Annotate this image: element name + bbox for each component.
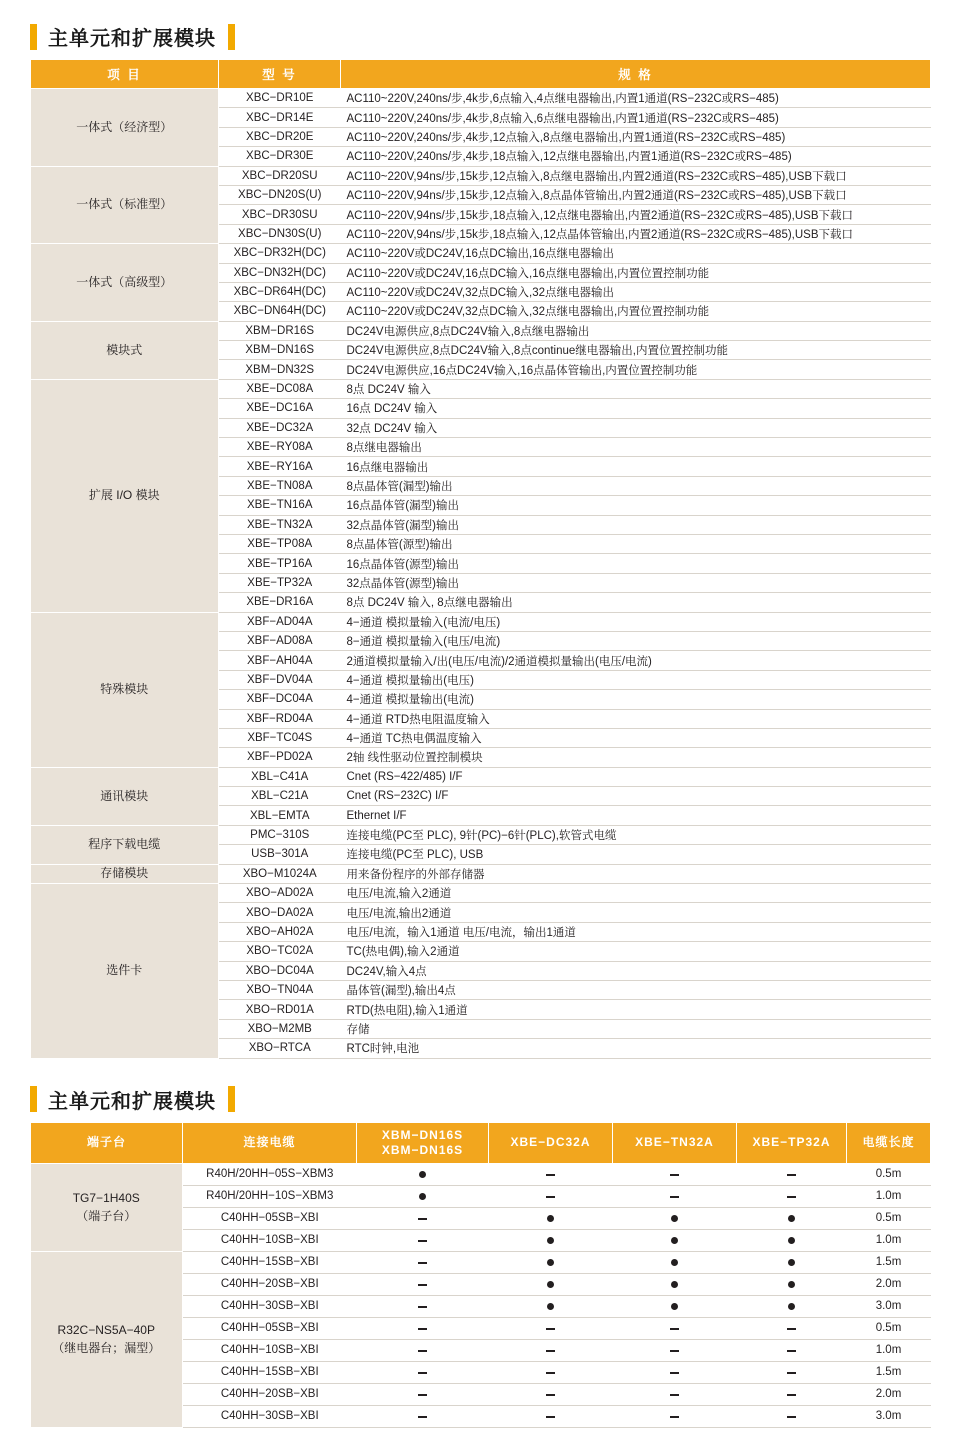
not-supported-dash-icon xyxy=(546,1416,555,1418)
support-cell-xbm-dn16s xyxy=(357,1273,489,1295)
spec-cell: AC110~220V或DC24V,16点DC输出,16点继电器输出 xyxy=(341,244,931,263)
support-cell-xbe-tn32a xyxy=(613,1185,737,1207)
not-supported-dash-icon xyxy=(546,1196,555,1198)
cable-name-cell: R40H/20HH−10S−XBM3 xyxy=(183,1185,357,1207)
support-cell-xbm-dn16s xyxy=(357,1317,489,1339)
spec-cell: 4−通道 模拟量输出(电压) xyxy=(341,670,931,689)
spec-cell: AC110~220V或DC24V,32点DC输入,32点继电器输出,内置位置控制功能 xyxy=(341,302,931,321)
support-cell-xbe-dc32a xyxy=(489,1317,613,1339)
supported-dot-icon xyxy=(671,1259,678,1266)
support-cell-xbe-dc32a xyxy=(489,1229,613,1251)
not-supported-dash-icon xyxy=(670,1328,679,1330)
model-cell: XBF−DC04A xyxy=(219,690,341,709)
category-cell: 模块式 xyxy=(31,321,219,379)
support-cell-xbe-tp32a xyxy=(737,1207,847,1229)
section-1-heading xyxy=(30,22,930,51)
col-header-xbm-dn16s-line1: XBM−DN16S xyxy=(381,1127,464,1142)
main-units-table xyxy=(30,59,931,1059)
model-cell: XBL−C41A xyxy=(219,767,341,786)
spec-cell: AC110~220V,94ns/步,15k步,12点输入,8点继电器输出,内置2通道(RS−232C或RS−485),USB下载口 xyxy=(341,166,931,185)
section-2-title: 主单元和扩展模块 xyxy=(48,1090,216,1113)
not-supported-dash-icon xyxy=(418,1350,427,1352)
cable-length-cell: 0.5m xyxy=(847,1207,931,1229)
cable-name-cell: C40HH−20SB−XBI xyxy=(183,1273,357,1295)
model-cell: XBO−M1024A xyxy=(219,864,341,883)
not-supported-dash-icon xyxy=(787,1372,796,1374)
spec-cell: 32点晶体管(源型)输出 xyxy=(341,573,931,592)
spec-cell: AC110~220V或DC24V,16点DC输入,16点继电器输出,内置位置控制功能 xyxy=(341,263,931,282)
not-supported-dash-icon xyxy=(787,1174,796,1176)
support-cell-xbe-tp32a xyxy=(737,1405,847,1427)
spec-cell: 16点晶体管(漏型)输出 xyxy=(341,496,931,515)
terminal-cell xyxy=(31,1251,183,1427)
supported-dot-icon xyxy=(419,1171,426,1178)
cable-length-cell: 2.0m xyxy=(847,1383,931,1405)
not-supported-dash-icon xyxy=(787,1416,796,1418)
support-cell-xbe-tp32a xyxy=(737,1317,847,1339)
cable-name-cell: C40HH−05SB−XBI xyxy=(183,1207,357,1229)
terminal-name: R32C−NS5A−40P xyxy=(57,1323,155,1338)
spec-cell: RTD(热电阻),输入1通道 xyxy=(341,1000,931,1019)
not-supported-dash-icon xyxy=(787,1394,796,1396)
not-supported-dash-icon xyxy=(418,1372,427,1374)
supported-dot-icon xyxy=(788,1281,795,1288)
accent-bar-right-icon xyxy=(228,24,235,50)
spec-cell: 4−通道 RTD热电阻温度输入 xyxy=(341,709,931,728)
table-row xyxy=(31,321,931,340)
support-cell-xbe-dc32a xyxy=(489,1405,613,1427)
supported-dot-icon xyxy=(547,1303,554,1310)
spec-cell: TC(热电偶),输入2通道 xyxy=(341,942,931,961)
category-cell: 一体式（高级型） xyxy=(31,244,219,322)
cable-length-cell: 1.0m xyxy=(847,1339,931,1361)
spec-cell: 8−通道 模拟量输入(电压/电流) xyxy=(341,631,931,650)
spec-cell: RTC时钟,电池 xyxy=(341,1039,931,1058)
category-cell: 通讯模块 xyxy=(31,767,219,825)
accent-bar-right-icon-2 xyxy=(228,1086,235,1112)
support-cell-xbm-dn16s xyxy=(357,1383,489,1405)
model-cell: XBO−DC04A xyxy=(219,961,341,980)
model-cell: XBE−DC32A xyxy=(219,418,341,437)
col-header-xbm-dn16s xyxy=(357,1122,489,1163)
model-cell: XBC−DN64H(DC) xyxy=(219,302,341,321)
model-cell: XBE−RY08A xyxy=(219,438,341,457)
terminal-cell xyxy=(31,1163,183,1251)
spec-cell: 电压/电流,输出2通道 xyxy=(341,903,931,922)
cable-name-cell: C40HH−20SB−XBI xyxy=(183,1383,357,1405)
support-cell-xbe-tp32a xyxy=(737,1273,847,1295)
table-row xyxy=(31,89,931,108)
col-header-xbm-dn16s-line2: XBM−DN16S xyxy=(381,1142,464,1157)
model-cell: XBF−AH04A xyxy=(219,651,341,670)
model-cell: XBO−TN04A xyxy=(219,980,341,999)
supported-dot-icon xyxy=(788,1237,795,1244)
not-supported-dash-icon xyxy=(418,1262,427,1264)
category-cell: 存储模块 xyxy=(31,864,219,883)
table-header-row xyxy=(31,60,931,89)
model-cell: XBL−C21A xyxy=(219,787,341,806)
support-cell-xbe-tn32a xyxy=(613,1339,737,1361)
col-header-item: 项 目 xyxy=(31,60,219,89)
model-cell: XBE−DC16A xyxy=(219,399,341,418)
not-supported-dash-icon xyxy=(787,1196,796,1198)
support-cell-xbe-tp32a xyxy=(737,1361,847,1383)
spec-cell: AC110~220V,94ns/步,15k步,18点输入,12点继电器输出,内置2通道(RS−232C或RS−485),USB下载口 xyxy=(341,205,931,224)
model-cell: XBE−TP32A xyxy=(219,573,341,592)
table-row xyxy=(31,244,931,263)
table-row xyxy=(31,1163,931,1185)
model-cell: XBC−DR20E xyxy=(219,127,341,146)
spec-cell: Ethernet I/F xyxy=(341,806,931,825)
support-cell-xbe-dc32a xyxy=(489,1383,613,1405)
model-cell: XBC−DR64H(DC) xyxy=(219,282,341,301)
model-cell: XBF−AD08A xyxy=(219,631,341,650)
cable-name-cell: C40HH−10SB−XBI xyxy=(183,1229,357,1251)
support-cell-xbe-dc32a xyxy=(489,1361,613,1383)
model-cell: XBE−TP08A xyxy=(219,534,341,553)
model-cell: XBC−DN20S(U) xyxy=(219,185,341,204)
model-cell: XBE−DC08A xyxy=(219,379,341,398)
terminal-name: TG7−1H40S xyxy=(72,1191,140,1206)
not-supported-dash-icon xyxy=(670,1350,679,1352)
spec-cell: 用来备份程序的外部存储器 xyxy=(341,864,931,883)
model-cell: XBO−AH02A xyxy=(219,922,341,941)
model-cell: XBE−TN08A xyxy=(219,476,341,495)
not-supported-dash-icon xyxy=(418,1218,427,1220)
support-cell-xbm-dn16s xyxy=(357,1163,489,1185)
not-supported-dash-icon xyxy=(787,1328,796,1330)
model-cell: XBC−DR32H(DC) xyxy=(219,244,341,263)
cable-length-cell: 0.5m xyxy=(847,1163,931,1185)
model-cell: XBO−RTCA xyxy=(219,1039,341,1058)
model-cell: XBE−DR16A xyxy=(219,593,341,612)
section-1-title: 主单元和扩展模块 xyxy=(48,28,216,50)
spec-cell: 32点 DC24V 输入 xyxy=(341,418,931,437)
category-cell: 特殊模块 xyxy=(31,612,219,767)
supported-dot-icon xyxy=(547,1215,554,1222)
not-supported-dash-icon xyxy=(670,1416,679,1418)
model-cell: XBO−AD02A xyxy=(219,884,341,903)
spec-cell: 8点晶体管(漏型)输出 xyxy=(341,476,931,495)
spec-cell: 16点 DC24V 输入 xyxy=(341,399,931,418)
accent-bar-left-icon xyxy=(30,24,37,50)
support-cell-xbm-dn16s xyxy=(357,1251,489,1273)
model-cell: XBC−DN32H(DC) xyxy=(219,263,341,282)
cable-name-cell: C40HH−15SB−XBI xyxy=(183,1251,357,1273)
table-row xyxy=(31,767,931,786)
supported-dot-icon xyxy=(419,1193,426,1200)
accent-bar-left-icon-2 xyxy=(30,1086,37,1112)
supported-dot-icon xyxy=(671,1303,678,1310)
support-cell-xbe-dc32a xyxy=(489,1339,613,1361)
supported-dot-icon xyxy=(788,1303,795,1310)
spec-cell: 2轴 线性驱动位置控制模块 xyxy=(341,748,931,767)
support-cell-xbm-dn16s xyxy=(357,1207,489,1229)
col-header-xbe-tn32a: XBE−TN32A xyxy=(613,1122,737,1163)
spec-cell: 连接电缆(PC至 PLC), USB xyxy=(341,845,931,864)
model-cell: XBC−DR30SU xyxy=(219,205,341,224)
model-cell: XBO−DA02A xyxy=(219,903,341,922)
model-cell: XBE−TN32A xyxy=(219,515,341,534)
table-row xyxy=(31,379,931,398)
table-row xyxy=(31,612,931,631)
spec-cell: AC110~220V,240ns/步,4k步,6点输入,4点继电器输出,内置1通道(RS−232C或RS−485) xyxy=(341,89,931,108)
support-cell-xbm-dn16s xyxy=(357,1229,489,1251)
support-cell-xbm-dn16s xyxy=(357,1405,489,1427)
not-supported-dash-icon xyxy=(546,1174,555,1176)
category-cell: 一体式（标准型） xyxy=(31,166,219,244)
spec-cell: 连接电缆(PC至 PLC), 9针(PC)−6针(PLC),软管式电缆 xyxy=(341,825,931,844)
support-cell-xbe-tn32a xyxy=(613,1383,737,1405)
spec-cell: 晶体管(漏型),输出4点 xyxy=(341,980,931,999)
cable-table-header-row xyxy=(31,1122,931,1163)
support-cell-xbe-tn32a xyxy=(613,1251,737,1273)
model-cell: XBO−TC02A xyxy=(219,942,341,961)
support-cell-xbe-tn32a xyxy=(613,1295,737,1317)
table-row xyxy=(31,884,931,903)
support-cell-xbe-tp32a xyxy=(737,1339,847,1361)
spec-cell: DC24V电源供应,8点DC24V输入,8点继电器输出 xyxy=(341,321,931,340)
support-cell-xbe-tn32a xyxy=(613,1229,737,1251)
spec-cell: DC24V电源供应,16点DC24V输入,16点晶体管输出,内置位置控制功能 xyxy=(341,360,931,379)
spec-cell: 8点 DC24V 输入 xyxy=(341,379,931,398)
support-cell-xbe-tp32a xyxy=(737,1383,847,1405)
spec-cell: Cnet (RS−422/485) I/F xyxy=(341,767,931,786)
supported-dot-icon xyxy=(547,1259,554,1266)
not-supported-dash-icon xyxy=(546,1394,555,1396)
cable-name-cell: C40HH−15SB−XBI xyxy=(183,1361,357,1383)
support-cell-xbm-dn16s xyxy=(357,1339,489,1361)
support-cell-xbe-dc32a xyxy=(489,1163,613,1185)
supported-dot-icon xyxy=(788,1259,795,1266)
table-row xyxy=(31,1251,931,1273)
support-cell-xbe-dc32a xyxy=(489,1251,613,1273)
spec-cell: 8点 DC24V 输入, 8点继电器输出 xyxy=(341,593,931,612)
model-cell: XBC−DR30E xyxy=(219,147,341,166)
support-cell-xbm-dn16s xyxy=(357,1295,489,1317)
support-cell-xbm-dn16s xyxy=(357,1361,489,1383)
not-supported-dash-icon xyxy=(670,1174,679,1176)
spec-cell: DC24V电源供应,8点DC24V输入,8点continue继电器输出,内置位置控制功能 xyxy=(341,341,931,360)
support-cell-xbe-dc32a xyxy=(489,1273,613,1295)
cable-length-cell: 3.0m xyxy=(847,1295,931,1317)
category-cell: 扩展 I/O 模块 xyxy=(31,379,219,612)
model-cell: XBF−PD02A xyxy=(219,748,341,767)
model-cell: XBF−RD04A xyxy=(219,709,341,728)
model-cell: XBL−EMTA xyxy=(219,806,341,825)
not-supported-dash-icon xyxy=(418,1284,427,1286)
table-row xyxy=(31,864,931,883)
support-cell-xbe-tn32a xyxy=(613,1361,737,1383)
not-supported-dash-icon xyxy=(670,1196,679,1198)
col-header-xbe-dc32a: XBE−DC32A xyxy=(489,1122,613,1163)
support-cell-xbe-dc32a xyxy=(489,1295,613,1317)
support-cell-xbe-dc32a xyxy=(489,1207,613,1229)
spec-cell: 32点晶体管(漏型)输出 xyxy=(341,515,931,534)
spec-cell: 16点晶体管(源型)输出 xyxy=(341,554,931,573)
col-header-cable: 连接电缆 xyxy=(183,1122,357,1163)
not-supported-dash-icon xyxy=(418,1306,427,1308)
cable-table xyxy=(30,1122,931,1428)
model-cell: XBC−DR10E xyxy=(219,89,341,108)
terminal-subtitle: （继电器台；漏型） xyxy=(52,1341,161,1356)
model-cell: XBC−DN30S(U) xyxy=(219,224,341,243)
model-cell: XBC−DR20SU xyxy=(219,166,341,185)
col-header-model: 型 号 xyxy=(219,60,341,89)
model-cell: XBF−DV04A xyxy=(219,670,341,689)
cable-length-cell: 1.5m xyxy=(847,1251,931,1273)
model-cell: XBC−DR14E xyxy=(219,108,341,127)
spec-cell: Cnet (RS−232C) I/F xyxy=(341,787,931,806)
cable-length-cell: 3.0m xyxy=(847,1405,931,1427)
spec-cell: 4−通道 模拟量输出(电流) xyxy=(341,690,931,709)
table-row xyxy=(31,825,931,844)
not-supported-dash-icon xyxy=(546,1328,555,1330)
support-cell-xbe-dc32a xyxy=(489,1185,613,1207)
supported-dot-icon xyxy=(671,1237,678,1244)
not-supported-dash-icon xyxy=(418,1416,427,1418)
support-cell-xbe-tp32a xyxy=(737,1251,847,1273)
cable-length-cell: 0.5m xyxy=(847,1317,931,1339)
cable-name-cell: R40H/20HH−05S−XBM3 xyxy=(183,1163,357,1185)
terminal-subtitle: （端子台） xyxy=(76,1209,137,1224)
supported-dot-icon xyxy=(547,1237,554,1244)
category-cell: 选件卡 xyxy=(31,884,219,1059)
not-supported-dash-icon xyxy=(670,1372,679,1374)
spec-cell: AC110~220V,240ns/步,4k步,8点输入,6点继电器输出,内置1通道(RS−232C或RS−485) xyxy=(341,108,931,127)
supported-dot-icon xyxy=(788,1215,795,1222)
section-spacer xyxy=(30,1059,930,1081)
support-cell-xbe-tn32a xyxy=(613,1207,737,1229)
support-cell-xbe-tn32a xyxy=(613,1163,737,1185)
support-cell-xbe-tn32a xyxy=(613,1405,737,1427)
supported-dot-icon xyxy=(671,1215,678,1222)
spec-cell: 8点继电器输出 xyxy=(341,438,931,457)
not-supported-dash-icon xyxy=(418,1394,427,1396)
not-supported-dash-icon xyxy=(418,1328,427,1330)
model-cell: XBE−TP16A xyxy=(219,554,341,573)
model-cell: XBM−DN16S xyxy=(219,341,341,360)
spec-cell: 电压/电流,输入2通道 xyxy=(341,884,931,903)
spec-cell: 4−通道 TC热电偶温度输入 xyxy=(341,728,931,747)
col-header-xbe-tp32a: XBE−TP32A xyxy=(737,1122,847,1163)
not-supported-dash-icon xyxy=(418,1240,427,1242)
cable-length-cell: 1.0m xyxy=(847,1185,931,1207)
cable-length-cell: 1.5m xyxy=(847,1361,931,1383)
spec-cell: 电压/电流，输入1通道 电压/电流，输出1通道 xyxy=(341,922,931,941)
not-supported-dash-icon xyxy=(546,1350,555,1352)
not-supported-dash-icon xyxy=(787,1350,796,1352)
model-cell: XBF−TC04S xyxy=(219,728,341,747)
spec-cell: 存储 xyxy=(341,1019,931,1038)
spec-cell: 8点晶体管(源型)输出 xyxy=(341,534,931,553)
cable-name-cell: C40HH−30SB−XBI xyxy=(183,1295,357,1317)
cable-name-cell: C40HH−30SB−XBI xyxy=(183,1405,357,1427)
cable-name-cell: C40HH−10SB−XBI xyxy=(183,1339,357,1361)
col-header-cable-length: 电缆长度 xyxy=(847,1122,931,1163)
support-cell-xbe-tp32a xyxy=(737,1163,847,1185)
section-2-heading xyxy=(30,1085,930,1114)
model-cell: XBM−DN32S xyxy=(219,360,341,379)
col-header-terminal: 端子台 xyxy=(31,1122,183,1163)
cable-length-cell: 1.0m xyxy=(847,1229,931,1251)
spec-cell: AC110~220V或DC24V,32点DC输入,32点继电器输出 xyxy=(341,282,931,301)
spec-cell: AC110~220V,240ns/步,4k步,12点输入,8点继电器输出,内置1通道(RS−232C或RS−485) xyxy=(341,127,931,146)
spec-cell: AC110~220V,94ns/步,15k步,12点输入,8点晶体管输出,内置2通道(RS−232C或RS−485),USB下载口 xyxy=(341,185,931,204)
cable-length-cell: 2.0m xyxy=(847,1273,931,1295)
spec-cell: DC24V,输入4点 xyxy=(341,961,931,980)
support-cell-xbe-tn32a xyxy=(613,1317,737,1339)
not-supported-dash-icon xyxy=(546,1372,555,1374)
support-cell-xbm-dn16s xyxy=(357,1185,489,1207)
spec-cell: 2通道模拟量输入/出(电压/电流)/2通道模拟量输出(电压/电流) xyxy=(341,651,931,670)
support-cell-xbe-tp32a xyxy=(737,1295,847,1317)
category-cell: 程序下载电缆 xyxy=(31,825,219,864)
model-cell: PMC−310S xyxy=(219,825,341,844)
model-cell: XBM−DR16S xyxy=(219,321,341,340)
supported-dot-icon xyxy=(547,1281,554,1288)
not-supported-dash-icon xyxy=(670,1394,679,1396)
support-cell-xbe-tp32a xyxy=(737,1229,847,1251)
model-cell: XBF−AD04A xyxy=(219,612,341,631)
col-header-spec: 规 格 xyxy=(341,60,931,89)
cable-name-cell: C40HH−05SB−XBI xyxy=(183,1317,357,1339)
model-cell: USB−301A xyxy=(219,845,341,864)
model-cell: XBO−M2MB xyxy=(219,1019,341,1038)
model-cell: XBE−RY16A xyxy=(219,457,341,476)
spec-cell: AC110~220V,240ns/步,4k步,18点输入,12点继电器输出,内置1通道(RS−232C或RS−485) xyxy=(341,147,931,166)
support-cell-xbe-tn32a xyxy=(613,1273,737,1295)
model-cell: XBO−RD01A xyxy=(219,1000,341,1019)
category-cell: 一体式（经济型） xyxy=(31,89,219,167)
support-cell-xbe-tp32a xyxy=(737,1185,847,1207)
table-row xyxy=(31,166,931,185)
supported-dot-icon xyxy=(671,1281,678,1288)
model-cell: XBE−TN16A xyxy=(219,496,341,515)
spec-cell: 4−通道 模拟量输入(电流/电压) xyxy=(341,612,931,631)
spec-cell: 16点继电器输出 xyxy=(341,457,931,476)
spec-cell: AC110~220V,94ns/步,15k步,18点输入,12点晶体管输出,内置2通道(RS−232C或RS−485),USB下载口 xyxy=(341,224,931,243)
